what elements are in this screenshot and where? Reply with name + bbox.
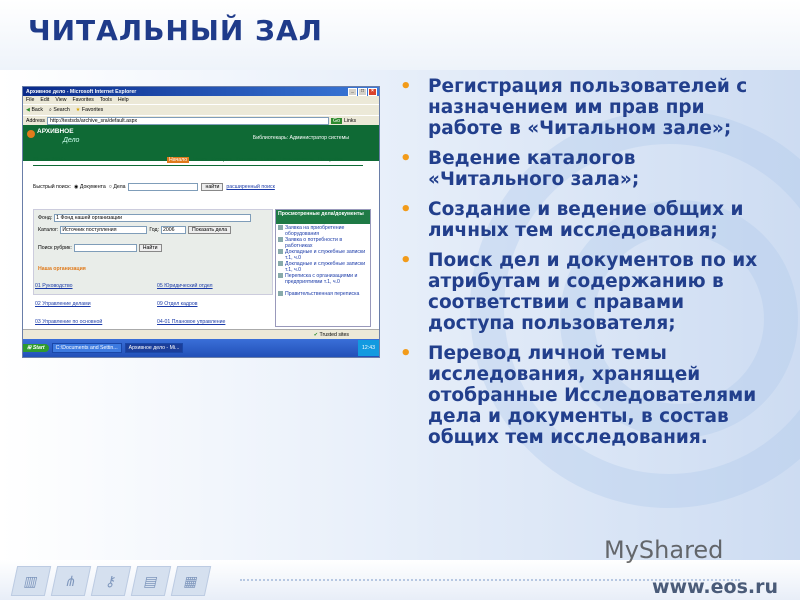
radio-documents[interactable]: ◉ Документа [73,184,106,190]
list-item: • Создание и ведение общих и личных тем исследования; [400,199,772,241]
hierarchy-icon: ⋔ [51,566,91,596]
start-button[interactable]: ⊞ Start [23,344,49,352]
checkmark-icon: ✔ [313,331,319,338]
rubric-find-button[interactable]: Найти [139,244,162,252]
watermark: MyShared [604,536,724,564]
nav-history[interactable]: История [211,157,232,163]
current-date: 22 мая 2006 г. [33,157,68,163]
footer-icons [14,566,208,596]
app-header [23,125,379,161]
org-link[interactable]: 03 Управление по основной [35,319,103,325]
windows-logo-icon: ⊞ [27,345,32,351]
org-link[interactable]: 02 Управление делами [35,301,91,307]
document-icon [278,261,283,266]
feature-list [400,76,772,457]
rubric-label: Поиск рубрик: [38,245,72,251]
status-bar [23,329,379,339]
menu-tools[interactable]: Tools [99,97,112,103]
app-logo-line2: Дело [63,137,80,144]
catalog-select[interactable]: Источник поступления [60,226,147,234]
nav-settings[interactable]: Настройки [317,157,344,163]
org-link[interactable]: 04-01 Плановое управление [157,319,226,325]
search-icon: ⌕ [49,107,52,113]
window-title: Архивное дело - Microsoft Internet Explorer [26,88,137,95]
app-logo-line1: АРХИВНОЕ [37,128,74,135]
list-item[interactable]: Заявка на приобретение оборудования [276,224,370,236]
org-title: Наша организация [38,266,86,272]
list-item[interactable]: Правительственная переписка [276,290,370,302]
document-icon [278,291,283,296]
org-link[interactable]: 05 Юридический отдел [157,283,213,289]
maximize-icon[interactable]: □ [358,88,367,96]
org-link[interactable]: 09 Отдел кадров [157,301,198,307]
catalog-label: Каталог: [38,227,59,233]
minimize-icon[interactable]: _ [348,88,357,96]
site-url[interactable]: www.eos.ru [651,576,778,598]
document-icon [278,249,283,254]
address-bar [23,115,379,125]
close-icon[interactable]: × [368,88,377,96]
list-item[interactable]: Заявка о потребности в работниках [276,236,370,248]
list-item[interactable]: Докладные и служебные записки т.1, ч.0 [276,260,370,272]
document-icon [278,273,283,278]
quick-search-input[interactable] [128,183,198,191]
document-icon [278,237,283,242]
list-item[interactable]: Переписка с организациями и предприятиями т.1, ч.0 [276,272,370,290]
window-titlebar [23,87,379,96]
nav-users[interactable]: Пользователи [279,157,314,163]
list-item: • Ведение каталогов «Читального зала»; [400,148,772,190]
nav-start[interactable]: Начало [169,157,188,163]
show-cases-button[interactable]: Показать дела [188,226,231,234]
browser-toolbar [23,104,379,115]
list-item: • Регистрация пользователей с назначением им прав при работе в «Читальном зале»; [400,76,772,139]
app-screenshot [22,86,380,358]
main-nav [167,157,343,163]
clock: 12:43 [358,340,379,356]
menu-view[interactable]: View [55,97,67,103]
list-item: • Перевод личной темы исследования, хранящей отобранные Исследователями дела и документы, в состав общих тем исследования. [400,343,772,448]
find-button[interactable]: найти [201,183,223,191]
links-label[interactable]: Links [343,117,357,124]
back-arrow-icon: ◀ [26,107,30,113]
security-zone: ✔ Trusted sites [313,331,349,338]
favorites-button[interactable]: ★ Favorites [75,107,104,113]
recent-documents-panel [275,209,371,327]
nav-divider [33,165,363,166]
key-icon: ⚷ [91,566,131,596]
menu-bar [23,96,379,104]
nav-folders[interactable]: Папки [261,157,276,163]
taskbar-item[interactable]: Архивное дело - Mi... [125,343,184,353]
fond-select[interactable]: 1 Фонд нашей организации [54,214,251,222]
nav-catalogs[interactable]: Каталоги [235,157,258,163]
search-button[interactable]: ⌕ Search [49,107,70,113]
menu-edit[interactable]: Edit [40,97,50,103]
star-icon: ★ [75,107,81,113]
quick-search [33,183,275,191]
org-link[interactable]: 01 Руководство [35,283,73,289]
list-item[interactable]: Докладные и служебные записки т.1, ч.0 [276,248,370,260]
address-input[interactable]: http://testsds/archive_sra/default.aspx [47,117,329,125]
advanced-search-link[interactable]: расширенный поиск [226,184,275,190]
recent-panel-title: Просмотренные дела/документы [276,210,370,224]
nav-search[interactable]: Поиск [193,157,208,163]
slide-title: ЧИТАЛЬНЫЙ ЗАЛ [28,14,323,47]
radio-case[interactable]: ○ Дела [108,184,126,190]
taskbar [23,339,379,357]
document-icon: ▦ [171,566,211,596]
user-info: Библиотекарь: Администратор системы [252,135,349,141]
menu-file[interactable]: File [26,97,35,103]
year-select[interactable]: 2006 [161,226,186,234]
back-button[interactable]: ◀ Back [26,107,43,113]
document-icon [278,225,283,230]
archive-logo-icon [27,130,35,138]
year-label: Год: [149,227,160,233]
chart-icon: ▥ [11,566,51,596]
quick-search-label: Быстрый поиск: [33,184,71,190]
menu-favorites[interactable]: Favorites [72,97,94,103]
fond-label: Фонд: [38,215,53,221]
address-label: Address [26,117,46,124]
list-item: • Поиск дел и документов по их атрибутам и содержанию в соответствии с правами доступа пользователя; [400,250,772,334]
book-icon: ▤ [131,566,171,596]
rubric-input[interactable] [74,244,137,252]
taskbar-item[interactable]: C:\Documents and Settin... [52,343,122,353]
go-button[interactable]: Go [333,117,340,124]
menu-help[interactable]: Help [117,97,129,103]
